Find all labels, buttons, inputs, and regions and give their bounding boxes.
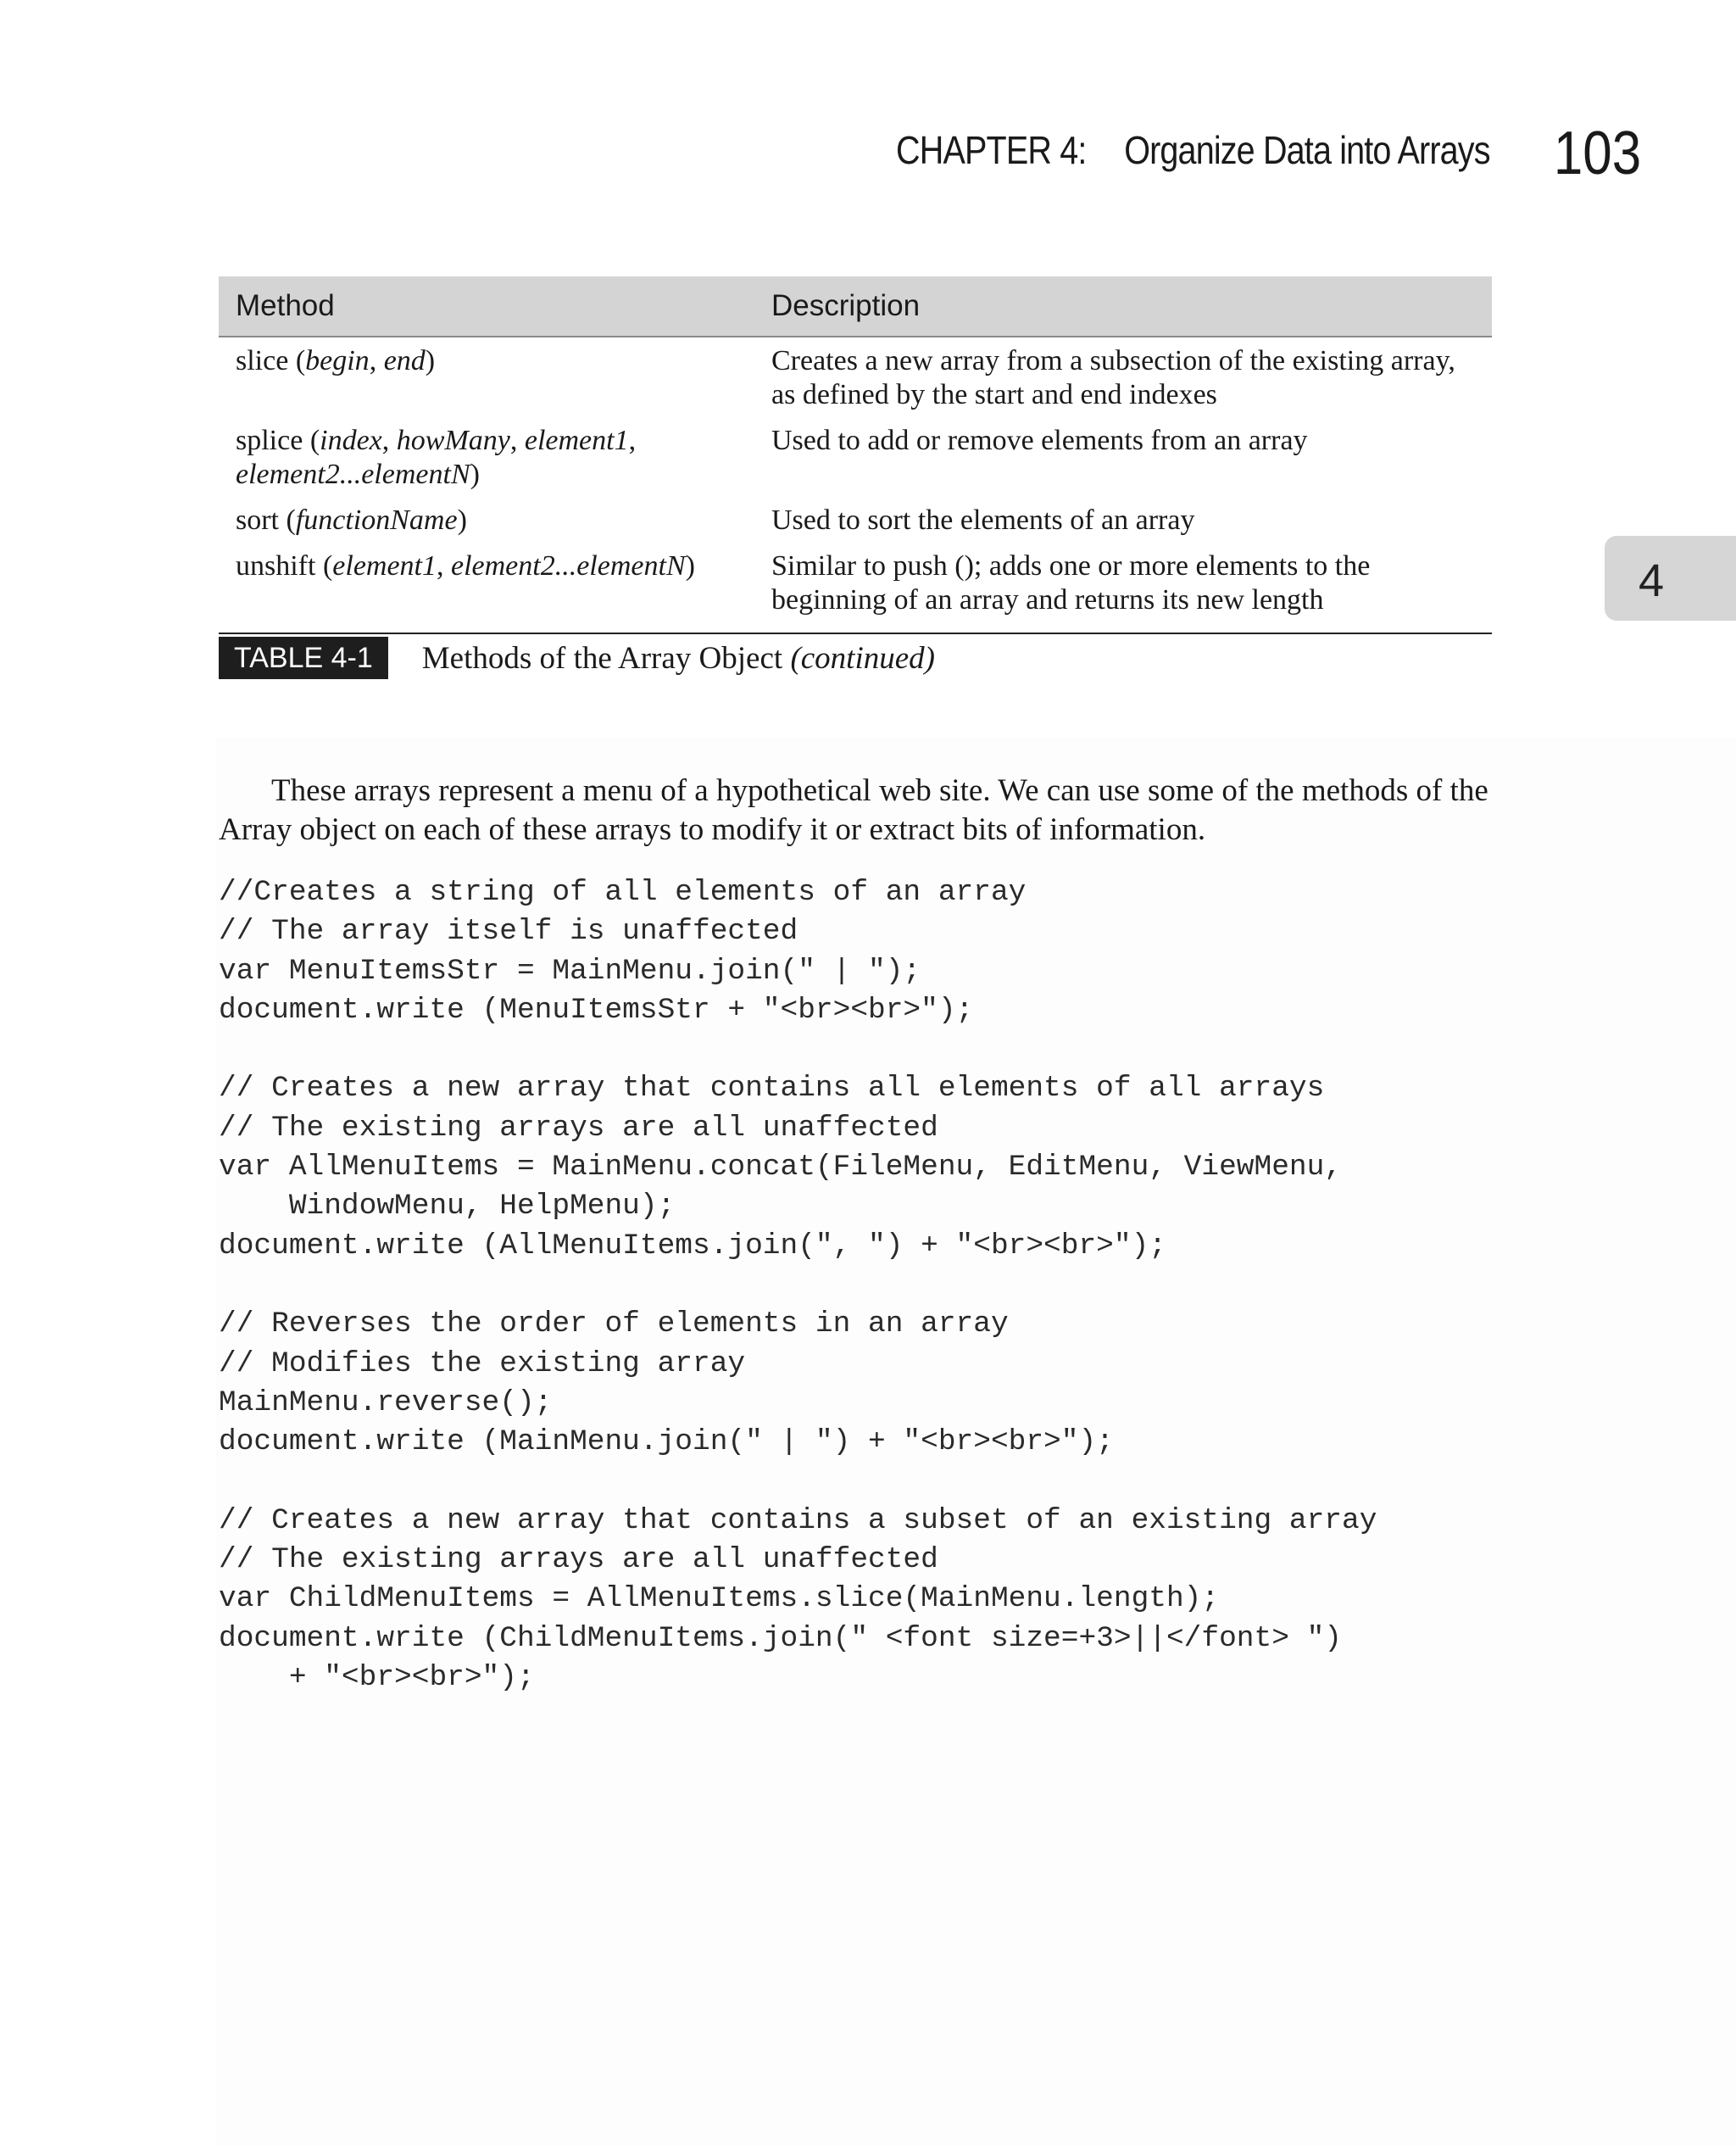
method-cell: splice (index, howMany, element1, element2...elementN) bbox=[236, 425, 637, 490]
code-line: //Creates a string of all elements of an array bbox=[219, 876, 1027, 909]
method-name: splice bbox=[236, 425, 303, 456]
table-row bbox=[219, 504, 1492, 549]
code-line: MainMenu.reverse(); bbox=[219, 1385, 553, 1419]
table-row bbox=[219, 424, 1492, 504]
code-line: document.write (AllMenuItems.join(", ") + "<br><br>"); bbox=[219, 1229, 1166, 1263]
description-cell: Used to sort the elements of an array bbox=[771, 504, 1195, 536]
table-header-row bbox=[219, 276, 1492, 337]
description-cell: Creates a new array from a subsection of the existing array, as defined by the start and end indexes bbox=[771, 345, 1455, 410]
thumb-tab-number: 4 bbox=[1639, 555, 1665, 606]
table-body bbox=[219, 337, 1492, 633]
code-line: // Creates a new array that contains all elements of all arrays bbox=[219, 1072, 1325, 1106]
code-line: // Modifies the existing array bbox=[219, 1346, 746, 1380]
method-parameter: element2...elementN bbox=[236, 459, 470, 490]
column-header-description: Description bbox=[754, 276, 1492, 337]
code-line bbox=[219, 1462, 1377, 1501]
method-parameter: element2...elementN bbox=[451, 550, 686, 582]
method-cell: sort (functionName) bbox=[236, 504, 467, 536]
description-cell: Similar to push (); adds one or more elements to the beginning of an array and returns its new length bbox=[754, 549, 1492, 633]
method-parameter: begin bbox=[305, 345, 370, 376]
method-parameter: element1 bbox=[332, 550, 437, 582]
code-line: // The existing arrays are all unaffected bbox=[219, 1543, 938, 1577]
parameter-separator: , bbox=[628, 425, 637, 456]
method-cell: slice (begin, end) bbox=[236, 345, 436, 376]
page-number: 103 bbox=[1553, 120, 1641, 187]
code-listing bbox=[219, 873, 1377, 1697]
code-line: // The existing arrays are all unaffected bbox=[219, 1111, 938, 1145]
body-paragraph: These arrays represent a menu of a hypothetical web site. We can use some of the methods of the Array object on each of these arrays to modify it or extract bits of information. bbox=[219, 773, 1488, 847]
code-line: WindowMenu, HelpMenu); bbox=[219, 1190, 676, 1223]
chapter-label: CHAPTER 4: bbox=[896, 128, 1087, 172]
caption-note: (continued) bbox=[790, 640, 935, 676]
column-header-method: Method bbox=[219, 276, 754, 337]
chapter-thumb-tab bbox=[1605, 536, 1736, 621]
running-header bbox=[896, 127, 1490, 173]
method-parameter: functionName bbox=[295, 504, 458, 536]
code-line: + "<br><br>"); bbox=[219, 1660, 535, 1694]
code-line: document.write (MainMenu.join(" | ") + "<br><br>"); bbox=[219, 1425, 1114, 1459]
code-line: var MenuItemsStr = MainMenu.join(" | "); bbox=[219, 954, 921, 988]
table-row bbox=[219, 337, 1492, 424]
description-cell: Used to add or remove elements from an array bbox=[771, 425, 1308, 456]
table-number-tag: TABLE 4-1 bbox=[219, 637, 388, 679]
methods-table bbox=[219, 276, 1492, 634]
method-name: slice bbox=[236, 345, 289, 376]
method-parameter: index bbox=[320, 425, 382, 456]
table-caption bbox=[219, 637, 935, 679]
method-name: sort bbox=[236, 504, 279, 536]
code-line: document.write (ChildMenuItems.join(" <font size=+3>||</font> ") bbox=[219, 1621, 1343, 1655]
table-caption-text bbox=[422, 640, 935, 677]
code-line: var AllMenuItems = MainMenu.concat(FileMenu, EditMenu, ViewMenu, bbox=[219, 1151, 1343, 1184]
method-parameter: end bbox=[383, 345, 426, 376]
parameter-separator: , bbox=[437, 550, 451, 582]
parameter-separator: , bbox=[381, 425, 397, 456]
code-line: document.write (MenuItemsStr + "<br><br>"); bbox=[219, 993, 974, 1027]
parameter-separator: , bbox=[509, 425, 525, 456]
method-parameter: howMany bbox=[396, 425, 510, 456]
caption-title: Methods of the Array Object bbox=[421, 640, 783, 676]
method-name: unshift bbox=[236, 550, 316, 582]
code-line: // Reverses the order of elements in an array bbox=[219, 1307, 1009, 1341]
code-line bbox=[219, 1030, 1377, 1069]
parameter-separator: , bbox=[369, 345, 384, 376]
table-row bbox=[219, 549, 1492, 633]
method-parameter: element1 bbox=[524, 425, 629, 456]
code-line: // The array itself is unaffected bbox=[219, 915, 798, 949]
code-line: // Creates a new array that contains a subset of an existing array bbox=[219, 1503, 1377, 1537]
code-line bbox=[219, 1266, 1377, 1305]
code-line: var ChildMenuItems = AllMenuItems.slice(MainMenu.length); bbox=[219, 1582, 1220, 1616]
method-cell: unshift (element1, element2...elementN) bbox=[219, 549, 754, 633]
chapter-title: Organize Data into Arrays bbox=[1124, 128, 1490, 172]
